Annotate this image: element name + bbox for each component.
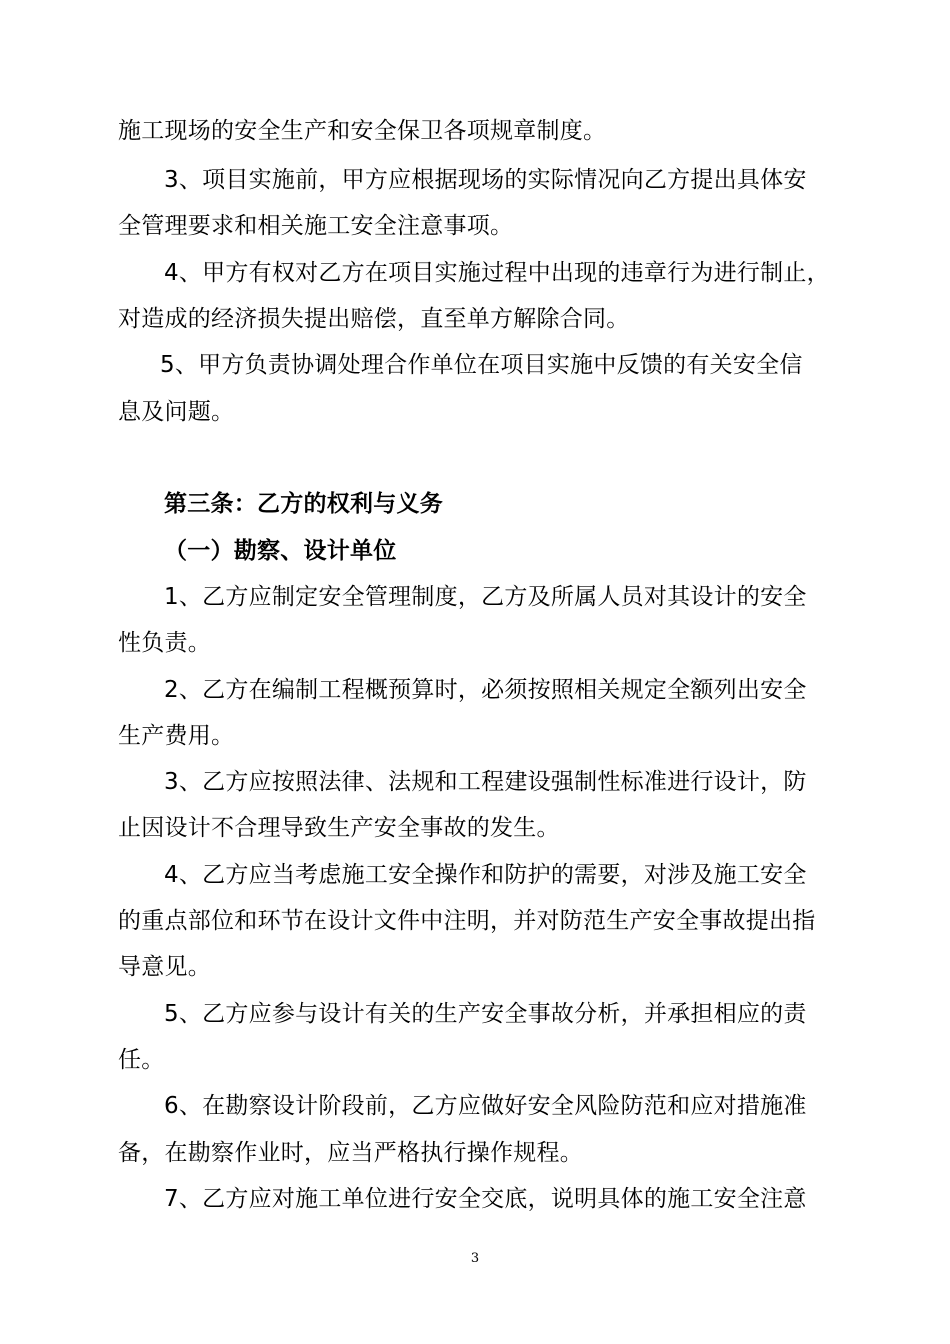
list-item-line: 3、乙方应按照法律、法规和工程建设强制性标准进行设计，防 bbox=[164, 769, 807, 795]
article-heading: 第三条：乙方的权利与义务 bbox=[164, 491, 443, 517]
list-item-line: 任。 bbox=[118, 1047, 165, 1073]
paragraph-line: 对造成的经济损失提出赔偿，直至单方解除合同。 bbox=[118, 306, 630, 332]
paragraph-line: 4、甲方有权对乙方在项目实施过程中出现的违章行为进行制止， bbox=[164, 260, 830, 286]
list-item-line: 6、在勘察设计阶段前，乙方应做好安全风险防范和应对措施准 bbox=[164, 1093, 807, 1119]
paragraph-line: 息及问题。 bbox=[118, 399, 235, 425]
list-item-line: 5、乙方应参与设计有关的生产安全事故分析，并承担相应的责 bbox=[164, 1001, 807, 1027]
list-item-line: 7、乙方应对施工单位进行安全交底，说明具体的施工安全注意 bbox=[164, 1186, 807, 1212]
list-item-line: 的重点部位和环节在设计文件中注明，并对防范生产安全事故提出指 bbox=[118, 908, 816, 934]
list-item-line: 止因设计不合理导致生产安全事故的发生。 bbox=[118, 815, 560, 841]
paragraph-line: 全管理要求和相关施工安全注意事项。 bbox=[118, 213, 514, 239]
list-item-line: 性负责。 bbox=[118, 630, 211, 656]
list-item-line: 导意见。 bbox=[118, 954, 211, 980]
page-number: 3 bbox=[470, 1251, 480, 1266]
section-subheading: （一）勘察、设计单位 bbox=[164, 538, 397, 564]
paragraph-line: 5、甲方负责协调处理合作单位在项目实施中反馈的有关安全信 bbox=[160, 352, 803, 378]
list-item-line: 2、乙方在编制工程概预算时，必须按照相关规定全额列出安全 bbox=[164, 677, 807, 703]
list-item-line: 4、乙方应当考虑施工安全操作和防护的需要，对涉及施工安全 bbox=[164, 862, 807, 888]
paragraph-line: 施工现场的安全生产和安全保卫各项规章制度。 bbox=[118, 118, 607, 144]
list-item-line: 备，在勘察作业时，应当严格执行操作规程。 bbox=[118, 1140, 583, 1166]
list-item-line: 生产费用。 bbox=[118, 723, 235, 749]
list-item-line: 1、乙方应制定安全管理制度，乙方及所属人员对其设计的安全 bbox=[164, 584, 807, 610]
paragraph-line: 3、项目实施前，甲方应根据现场的实际情况向乙方提出具体安 bbox=[164, 167, 807, 193]
